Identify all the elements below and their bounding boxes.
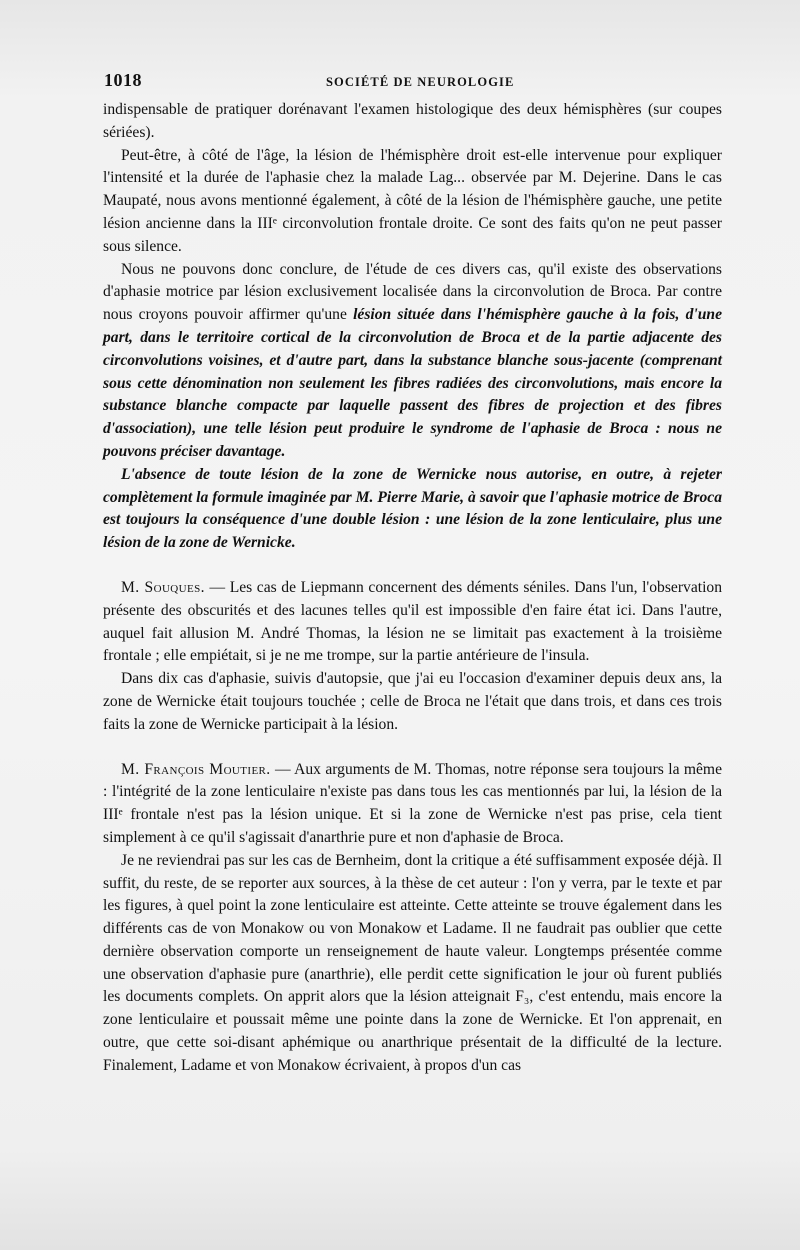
page-header [104,70,724,94]
paragraph-moutier [103,759,722,850]
paragraph-text: — Aux arguments de M. Thomas, notre réponse sera toujours la même : l'intégrité de la zone lenticulaire n'existe pas dans tous les cas mentionnés par lui, la lésion de la IIIᵉ frontale n'est pas la lésion unique. Et si la zone de Wernicke n'est pas prise, cela tient simplement à ce qu'il s'agissait d'anarthrie pure et non d'aphasie de Broca. [103,760,722,846]
paragraph-wernicke-absence [103,464,722,555]
paragraph-bernheim [103,850,722,1078]
running-head: SOCIÉTÉ DE NEUROLOGIE [326,75,515,89]
paragraph-text: Nous ne pouvons donc conclure, de l'étude de ces divers cas, qu'il existe des observations d'aphasie motrice par lésion exclusivement localisée dans la circonvolution de Broca. Par contre nous croyons pouvoir affirmer qu'une [103,260,722,324]
paragraph-text: Je ne reviendrai pas sur les cas de Bernheim, dont la critique a été suffisamment exposée déjà. Il suffit, du reste, de se reporter aux sources, à la thèse de cet auteur : l'on y verra, par le texte et par les figures, à quel point la zone lenticulaire est atteinte. Cette atteinte se trouve également dans les différents cas de von Monakow ou von Monakow et Ladame. Il ne faudrait pas oublier que cette dernière observation comporte un renseignement de haute valeur. Longtemps présentée comme une observation d'aphasie pure (anarthrie), elle perdit cette signification le jour où furent publiés les documents complets. On apprit alors que la lésion atteignait F₃, c'est entendu, mais encore la zone lenticulaire et poussait même une pointe dans la zone de Wernicke. Et l'on apprenait, en outre, que cette soi-disant aphémique ou anarthrique présentait de la difficulté de la lecture. Finalement, Ladame et von Monakow écrivaient, à propos d'un cas [103,851,722,1074]
paragraph-text: indispensable de pratiquer dorénavant l'examen histologique des deux hémisphères (sur coupes sériées). [103,101,722,141]
paragraph-text: Dans dix cas d'aphasie, suivis d'autopsie, que j'ai eu l'occasion d'examiner depuis deux ans, la zone de Wernicke était toujours touchée ; celle de Broca ne l'était que dans trois, et dans ces trois faits la zone de Wernicke participait à la lésion. [103,670,722,733]
paragraph-right-hemisphere [103,145,722,259]
section-gap [103,737,722,759]
paragraph-conclusion [103,259,722,464]
paragraph-ten-cases [103,668,722,736]
paragraph-souques [103,577,722,668]
section-gap [103,555,722,577]
paragraph-hemispheres-exam [103,99,722,145]
paragraph-text: — Les cas de Liepmann concernent des déments séniles. Dans l'un, l'observation présente des obscurités et des lacunes telles qu'il est impossible d'en faire état ici. Dans l'autre, auquel fait allusion M. André Thomas, la lésion ne se limitait pas exactement à la troisième frontale ; elle empiétait, si je ne me trompe, sur la partie antérieure de l'insula. [103,578,722,665]
emphasized-wernicke: L'absence de toute lésion de la zone de Wernicke nous autorise, en outre, à rejeter complètement la formule imaginée par M. Pierre Marie, à savoir que l'aphasie motrice de Broca est toujours la conséquence d'une double lésion : une lésion de la zone lenticulaire, plus une lésion de la zone de Wernicke. [103,465,722,552]
page-number: 1018 [104,70,142,90]
speaker-moutier: M. François Moutier. [121,760,271,778]
paragraph-text: Peut-être, à côté de l'âge, la lésion de l'hémisphère droit est-elle intervenue pour expliquer l'intensité et la durée de l'aphasie chez la malade Lag... observée par M. Dejerine. Dans le cas Maupaté, nous avons mentionné également, à côté de la lésion de l'hémisphère gauche, une petite lésion ancienne dans la IIIᵉ circonvolution frontale droite. Ce sont des faits qu'on ne peut passer sous silence. [103,146,722,255]
speaker-souques: M. Souques. [121,578,205,596]
emphasized-conclusion: lésion située dans l'hémisphère gauche à la fois, d'une part, dans le territoire cortical de la circonvolution de Broca et de la partie adjacente des circonvolutions voisines, et d'autre part, dans la substance blanche sous-jacente (comprenant sous cette dénomination non seulement les fibres radiées des circonvolutions, mais encore la substance blanche compacte par laquelle passent des fibres de projection et des fibres d'association), une telle lésion peut produire le syndrome de l'aphasie de Broca : nous ne pouvons préciser davantage. [103,306,722,460]
body-text [103,99,722,1078]
